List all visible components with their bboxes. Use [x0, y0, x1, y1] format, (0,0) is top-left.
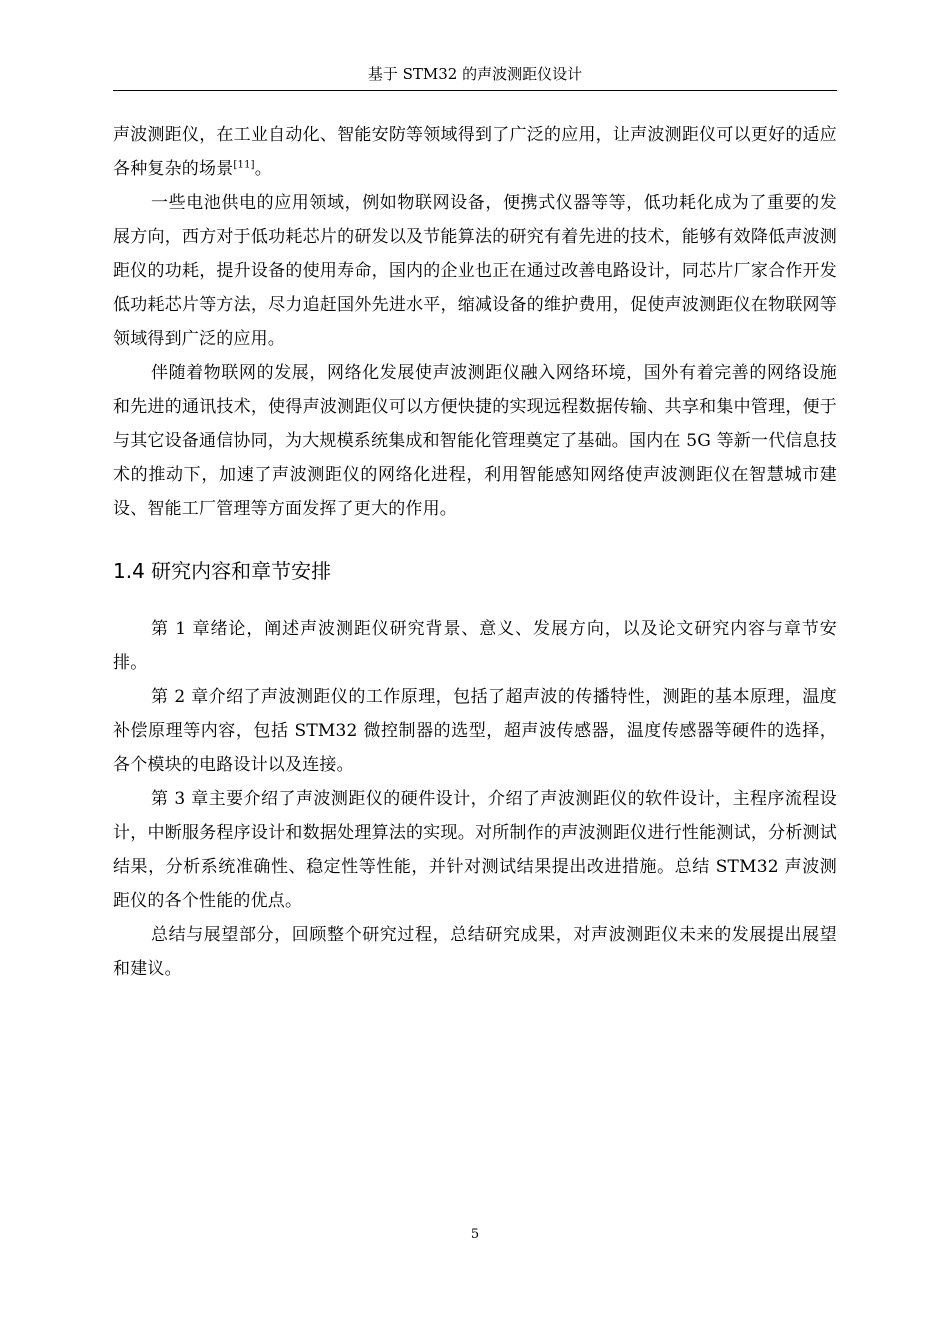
page-body	[113, 118, 837, 986]
header-title: 基于 STM32 的声波测距仪设计	[367, 65, 583, 83]
page-number: 5	[470, 1227, 480, 1242]
paragraph-networking: 伴随着物联网的发展，网络化发展使声波测距仪融入网络环境，国外有着完善的网络设施和先进的通讯技术，使得声波测距仪可以方便快捷的实现远程数据传输、共享和集中管理，便于与其它设备通信协同，为大规模系统集成和智能化管理奠定了基础。国内在 5G 等新一代信息技术的推动下，加速了声波测距仪的网络化进程，利用智能感知网络使声波测距仪在智慧城市建设、智能工厂管理等方面发挥了更大的作用。	[113, 363, 838, 519]
section-heading: 1.4 研究内容和章节安排	[113, 559, 332, 583]
paragraph-chapter-2: 第 2 章介绍了声波测距仪的工作原理，包括了超声波的传播特性，测距的基本原理，温度补偿原理等内容，包括 STM32 微控制器的选型，超声波传感器，温度传感器等硬件的选择，各个模块的电路设计以及连接。	[113, 687, 837, 775]
paragraph-chapter-1: 第 1 章绪论，阐述声波测距仪研究背景、意义、发展方向，以及论文研究内容与章节安排。	[113, 619, 837, 673]
citation-reference[interactable]: [11]	[233, 159, 255, 171]
paragraph-tail: 。	[254, 159, 272, 179]
paragraph-chapter-3: 第 3 章主要介绍了声波测距仪的硬件设计，介绍了声波测距仪的软件设计，主程序流程设计，中断服务程序设计和数据处理算法的实现。对所制作的声波测距仪进行性能测试，分析测试结果，分析系统准确性、稳定性等性能，并针对测试结果提出改进措施。总结 STM32 声波测距仪的各个性能的优点。	[113, 789, 837, 911]
paragraph-continuation	[113, 118, 837, 186]
running-header	[113, 64, 837, 91]
paragraph-conclusion: 总结与展望部分，回顾整个研究过程，总结研究成果，对声波测距仪未来的发展提出展望和建议。	[113, 925, 837, 979]
paragraph-low-power: 一些电池供电的应用领域，例如物联网设备，便携式仪器等等，低功耗化成为了重要的发展方向，西方对于低功耗芯片的研发以及节能算法的研究有着先进的技术，能够有效降低声波测距仪的功耗，提升设备的使用寿命，国内的企业也正在通过改善电路设计，同芯片厂家合作开发低功耗芯片等方法，尽力追赶国外先进水平，缩减设备的维护费用，促使声波测距仪在物联网等领域得到广泛的应用。	[113, 193, 837, 349]
paragraph-text: 声波测距仪，在工业自动化、智能安防等领域得到了广泛的应用，让声波测距仪可以更好的适应各种复杂的场景	[113, 125, 837, 179]
